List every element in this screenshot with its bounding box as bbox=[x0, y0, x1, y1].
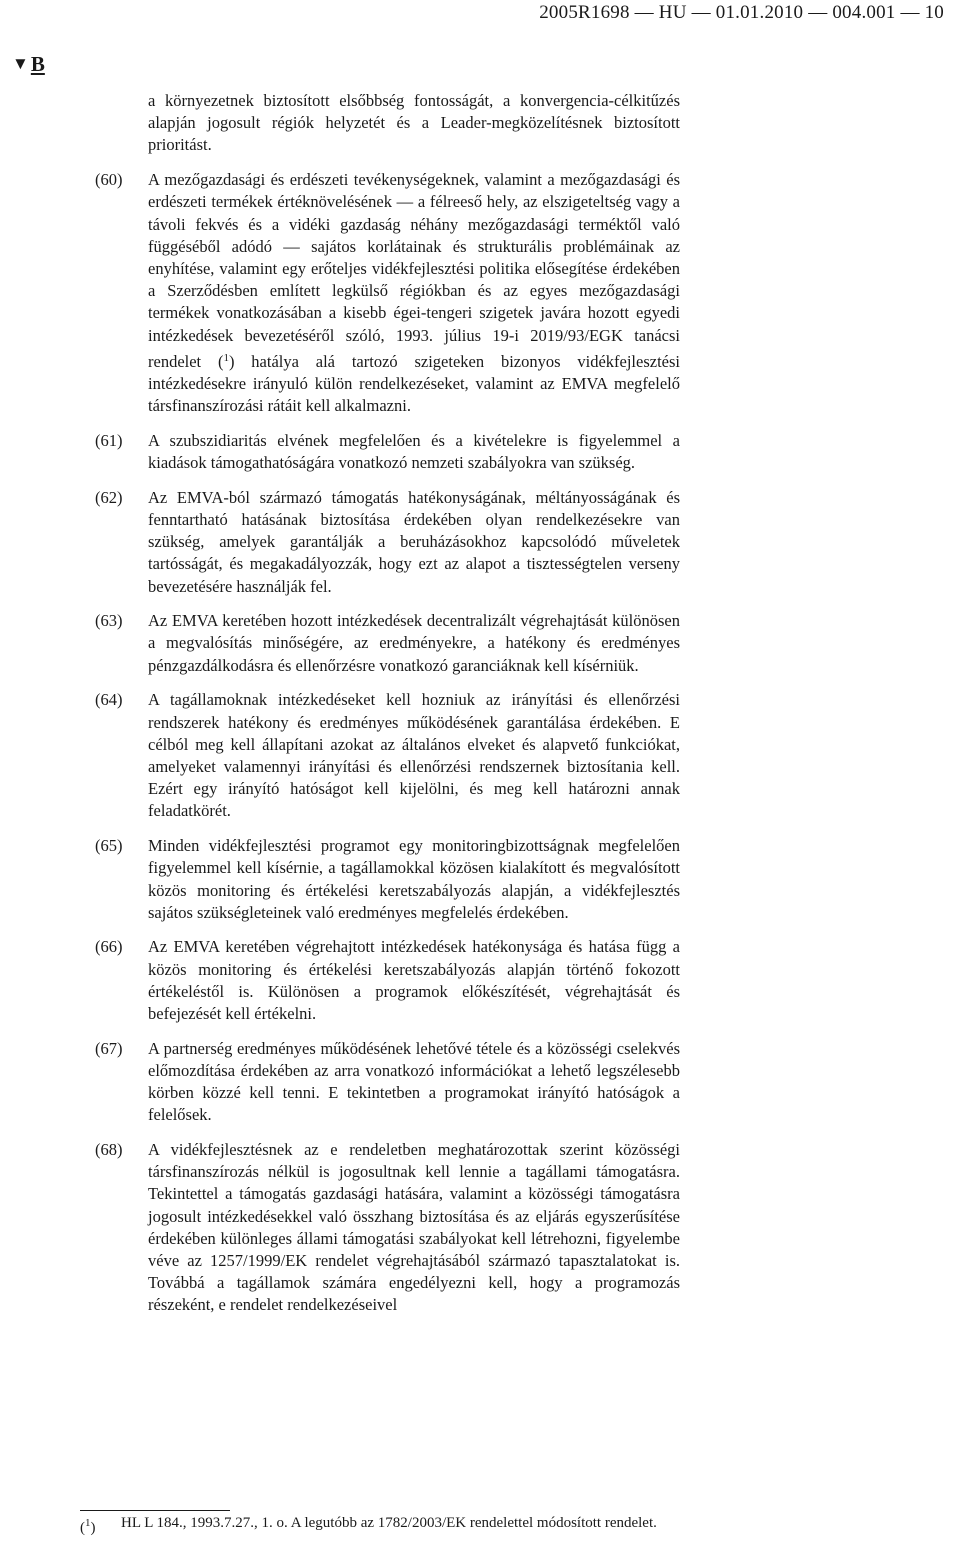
recital-68 bbox=[95, 1139, 680, 1317]
footnote-number-value: 1 bbox=[85, 1517, 91, 1529]
recital-text-part: ) hatálya alá tartozó szigeteken bizonyos vidékfejlesztési intézkedésekre irányuló külön rendelkezéseket, valamint az EMVA megfelelő társfinanszírozási rátáit kell alkalmazni. bbox=[148, 351, 680, 416]
recital-text-part: A mezőgazdasági és erdészeti tevékenységeknek, valamint a mezőgazdasági és erdészeti termékek értéknövelésének — a félreeső hely, az elszigeteltség vagy a távoli fekvés és a vidéki gazdaság néhány mezőgazdasági terméktől való függéséből adódó — sajátos korlátainak és strukturális problémáinak az enyhítése, valamint egy erőteljes vidékfejlesztési politika elősegítése érdekében a Szerződésben említett legkülső régiókban és az egyes mezőgazdasági termékek vonatkozásában a kisebb égei-tengeri szigetek javára hozott egyedi intézkedések bevezetéséről szóló, 1993. július 19-i 2019/93/EGK tanácsi rendelet ( bbox=[148, 170, 680, 371]
recital-number: (62) bbox=[95, 487, 123, 507]
recital-number: (68) bbox=[95, 1140, 123, 1160]
recital-text bbox=[148, 169, 680, 417]
recital-62 bbox=[95, 487, 680, 598]
document-body bbox=[95, 90, 680, 1329]
recital-number: (63) bbox=[95, 611, 123, 631]
footnote bbox=[80, 1513, 680, 1538]
footnote-paren-close: ) bbox=[90, 1520, 96, 1536]
recital-number: (67) bbox=[95, 1038, 123, 1058]
recital-66 bbox=[95, 936, 680, 1025]
recital-61 bbox=[95, 430, 680, 474]
recital-text: A partnerség eredményes működésének lehetővé tétele és a közösségi cselekvés előmozdítása érdekében az arra vonatkozó információkat a lehető legszélesebb körben közzé kell tenni. E tekintetben a programokat irányító hatóságok a felelősek. bbox=[148, 1038, 680, 1125]
recital-text: A tagállamoknak intézkedéseket kell hozniuk az irányítási és ellenőrzési rendszerek hatékony és eredményes működésének garantálása érdekében. E célból meg kell állapítani azokat az általános elveket és alapvető funkciókat, amelyeket valamennyi irányítási és ellenőrzési rendszernek biztosítania kell. Ezért egy irányító hatóságot kell kijelölni, és meg kell határozni annak feladatkörét. bbox=[148, 690, 680, 821]
recital-text: Az EMVA-ból származó támogatás hatékonyságának, méltányosságának és fenntartható hatásának biztosítása érdekében olyan rendelkezésekre van szükség, amelyek garantálják a beruházásokhoz kapcsolódó műveletek tartósságát, és megakadályozzák, hogy ezt az alapot a tisztességtelen verseny bevezetésére használják fel. bbox=[148, 487, 680, 596]
recital-text: Az EMVA keretében végrehajtott intézkedések hatékonysága és hatása függ a közös monitoring és értékelési keretszabályozás alapján történő fokozott értékeléstől is. Különösen a programok előkészítését, végrehajtását és befejezését kell értékelni. bbox=[148, 937, 680, 1024]
document-header: 2005R1698 — HU — 01.01.2010 — 004.001 — 10 bbox=[539, 2, 944, 23]
recital-60 bbox=[95, 169, 680, 417]
amendment-marker-letter: B bbox=[30, 52, 45, 76]
recital-67 bbox=[95, 1038, 680, 1127]
recital-63 bbox=[95, 610, 680, 677]
footnote-paren-open: ( bbox=[80, 1520, 85, 1536]
recital-65 bbox=[95, 835, 680, 924]
recital-number: (60) bbox=[95, 170, 123, 190]
footnote-text: HL L 184., 1993.7.27., 1. o. A legutóbb az 1782/2003/EK rendelettel módosított rendelet. bbox=[121, 1515, 657, 1531]
amendment-marker bbox=[12, 52, 45, 77]
recital-number: (66) bbox=[95, 937, 123, 957]
recital-text: Az EMVA keretében hozott intézkedések decentralizált végrehajtását különösen a megvalósítás minőségére, az eredményekre, a hatékony és eredményes pénzgazdálkodásra és ellenőrzésre vonatkozó garanciáknak kell kísérniük. bbox=[148, 611, 680, 675]
recital-number: (64) bbox=[95, 690, 123, 710]
recital-number: (61) bbox=[95, 430, 123, 450]
recital-text: A vidékfejlesztésnek az e rendeletben meghatározottak szerint közösségi társfinanszírozás nélkül is jogosultnak kell lennie a tagállami támogatásra. Tekintettel a támogatás gazdasági hatására, valamint a közösségi támogatásra jogosult intézkedésekkel való összhang biztosítása és az eljárás egyszerűsítése érdekében különleges állami támogatási szabályokat kell létrehozni, figyelembe véve az 1257/1999/EK rendelet végrehajtásából származó tapasztalatokat is. Továbbá a tagállamok számára engedélyezni kell, hogy a programozás részeként, e rendelet rendelkezéseivel bbox=[148, 1140, 680, 1315]
recital-text: A szubszidiaritás elvének megfelelően és a kivételekre is figyelemmel a kiadások támogathatóságára vonatkozó nemzeti szabályokra van szükség. bbox=[148, 430, 680, 473]
recital-text: Minden vidékfejlesztési programot egy monitoringbizottságnak megfelelően figyelemmel kell kísérnie, a tagállamokkal közösen kialakított és megvalósított közös monitoring és értékelési keretszabályozás alapján, a vidékfejlesztés sajátos szükségleteinek való eredményes megfelelés érdekében. bbox=[148, 836, 680, 922]
recital-64 bbox=[95, 689, 680, 822]
down-triangle-icon: ▼ bbox=[12, 54, 29, 73]
footnote-number bbox=[80, 1513, 121, 1538]
footnote-reference[interactable]: 1 bbox=[223, 351, 229, 364]
recital-number: (65) bbox=[95, 836, 123, 856]
lead-paragraph: a környezetnek biztosított elsőbbség fontosságát, a konvergencia-célkitűzés alapján jogosult régiók helyzetét és a Leader-megközelítésnek biztosított prioritást. bbox=[148, 91, 680, 155]
footnote-divider bbox=[80, 1510, 230, 1511]
